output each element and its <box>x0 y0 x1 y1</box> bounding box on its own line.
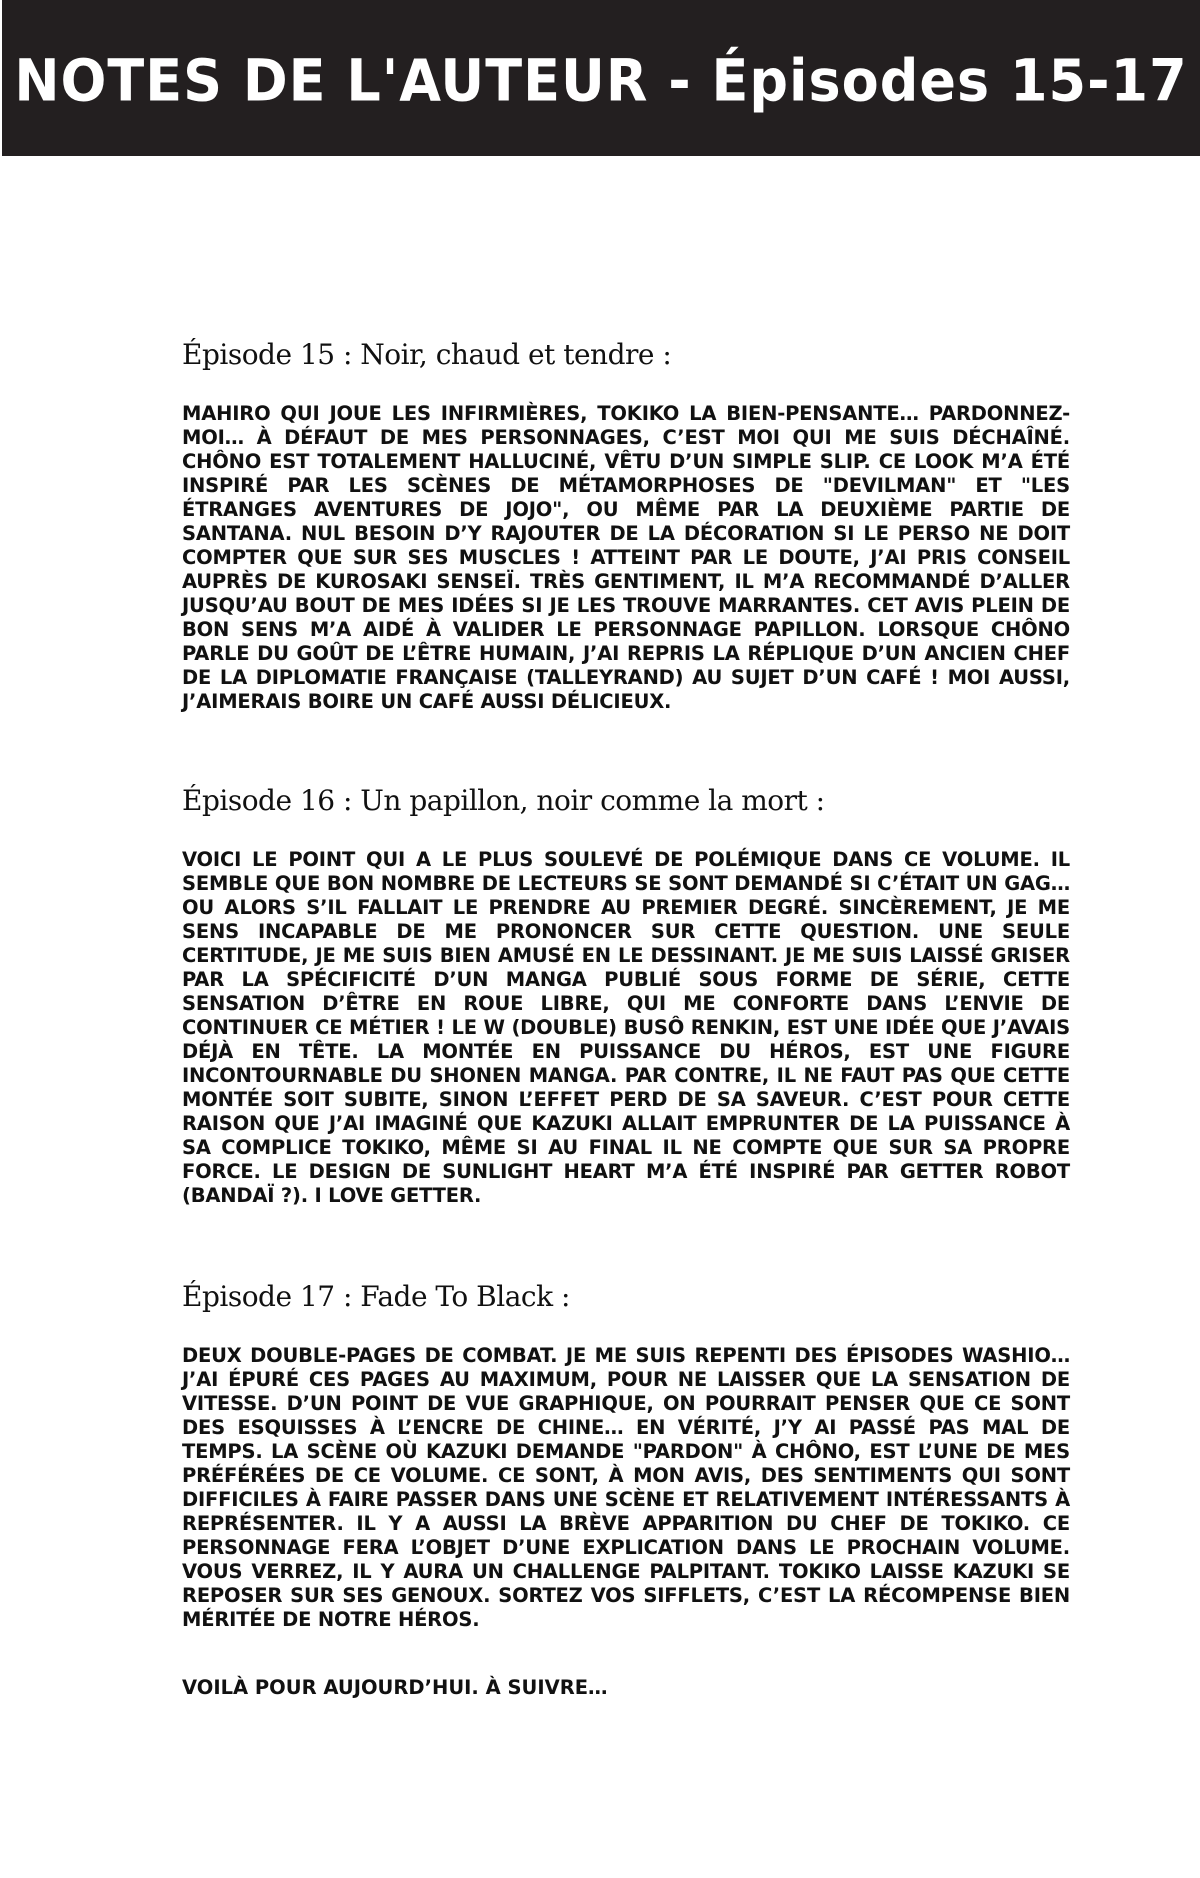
page-title: NOTES DE L'AUTEUR - Épisodes 15-17 <box>14 45 1188 115</box>
episode-17-text: DEUX DOUBLE-PAGES DE COMBAT. JE ME SUIS REPENTI DES ÉPISODES WASHIO… J’AI ÉPURÉ CES PAGES AU MAXIMUM, POUR NE LAISSER QUE LA SENSATION DE VITESSE. D’UN POINT DE VUE GRAPHIQUE, ON POURRAIT PENSER QUE CE SONT DES ESQUISSES À L’ENCRE DE CHINE… EN VÉRITÉ, J’Y AI PASSÉ PAS MAL DE TEMPS. LA SCÈNE OÙ KAZUKI DEMANDE "PARDON" À CHÔNO, EST L’UNE DE MES PRÉFÉRÉES DE CE VOLUME. CE SONT, À MON AVIS, DES SENTIMENTS QUI SONT DIFFICILES À FAIRE PASSER DANS UNE SCÈNE ET RELATIVEMENT INTÉRESSANTS À REPRÉSENTER. IL Y A AUSSI LA BRÈVE APPARITION DU CHEF DE TOKIKO. CE PERSONNAGE FERA L’OBJET D’UNE EXPLICATION DANS LE PROCHAIN VOLUME. VOUS VERREZ, IL Y AURA UN CHALLENGE PALPITANT. TOKIKO LAISSE KAZUKI SE REPOSER SUR SES GENOUX. SORTEZ VOS SIFFLETS, C’EST LA RÉCOMPENSE BIEN MÉRITÉE DE NOTRE HÉROS. <box>182 1344 1070 1631</box>
episode-15-title: Épisode 15 : Noir, chaud et tendre : <box>182 338 672 371</box>
notes-content <box>182 336 1070 1700</box>
episode-17-section <box>182 1278 1070 1632</box>
header-banner <box>2 0 1200 156</box>
episode-17-title: Épisode 17 : Fade To Black : <box>182 1280 570 1313</box>
episode-15-text: MAHIRO QUI JOUE LES INFIRMIÈRES, TOKIKO LA BIEN-PENSANTE… PARDONNEZ-MOI… À DÉFAUT DE MES PERSONNAGES, C’EST MOI QUI ME SUIS DÉCHAÎNÉ. CHÔNO EST TOTALEMENT HALLUCINÉ, VÊTU D’UN SIMPLE SLIP. CE LOOK M’A ÉTÉ INSPIRÉ PAR LES SCÈNES DE MÉTAMORPHOSES DE "DEVILMAN" ET "LES ÉTRANGES AVENTURES DE JOJO", OU MÊME PAR LA DEUXIÈME PARTIE DE SANTANA. NUL BESOIN D’Y RAJOUTER DE LA DÉCORATION SI LE PERSO NE DOIT COMPTER QUE SUR SES MUSCLES ! ATTEINT PAR LE DOUTE, J’AI PRIS CONSEIL AUPRÈS DE KUROSAKI SENSEÏ. TRÈS GENTIMENT, IL M’A RECOMMANDÉ D’ALLER JUSQU’AU BOUT DE MES IDÉES SI JE LES TROUVE MARRANTES. CET AVIS PLEIN DE BON SENS M’A AIDÉ À VALIDER LE PERSONNAGE PAPILLON. LORSQUE CHÔNO PARLE DU GOÛT DE L’ÊTRE HUMAIN, J’AI REPRIS LA RÉPLIQUE D’UN ANCIEN CHEF DE LA DIPLOMATIE FRANÇAISE (TALLEYRAND) AU SUJET D’UN CAFÉ ! MOI AUSSI, J’AIMERAIS BOIRE UN CAFÉ AUSSI DÉLICIEUX. <box>182 402 1070 713</box>
closing-line: VOILÀ POUR AUJOURD’HUI. À SUIVRE… <box>182 1676 608 1699</box>
episode-16-title: Épisode 16 : Un papillon, noir comme la mort : <box>182 784 825 817</box>
episode-15-section <box>182 336 1070 714</box>
episode-16-text: VOICI LE POINT QUI A LE PLUS SOULEVÉ DE POLÉMIQUE DANS CE VOLUME. IL SEMBLE QUE BON NOMBRE DE LECTEURS SE SONT DEMANDÉ SI C’ÉTAIT UN GAG… OU ALORS S’IL FALLAIT LE PRENDRE AU PREMIER DEGRÉ. SINCÈREMENT, JE ME SENS INCAPABLE DE ME PRONONCER SUR CETTE QUESTION. UNE SEULE CERTITUDE, JE ME SUIS BIEN AMUSÉ EN LE DESSINANT. JE ME SUIS LAISSÉ GRISER PAR LA SPÉCIFICITÉ D’UN MANGA PUBLIÉ SOUS FORME DE SÉRIE, CETTE SENSATION D’ÊTRE EN ROUE LIBRE, QUI ME CONFORTE DANS L’ENVIE DE CONTINUER CE MÉTIER ! LE W (DOUBLE) BUSÔ RENKIN, EST UNE IDÉE QUE J’AVAIS DÉJÀ EN TÊTE. LA MONTÉE EN PUISSANCE DU HÉROS, EST UNE FIGURE INCONTOURNABLE DU SHONEN MANGA. PAR CONTRE, IL NE FAUT PAS QUE CETTE MONTÉE SOIT SUBITE, SINON L’EFFET PERD DE SA SAVEUR. C’EST POUR CETTE RAISON QUE J’AI IMAGINÉ QUE KAZUKI ALLAIT EMPRUNTER DE LA PUISSANCE À SA COMPLICE TOKIKO, MÊME SI AU FINAL IL NE COMPTE QUE SUR SA PROPRE FORCE. LE DESIGN DE SUNLIGHT HEART M’A ÉTÉ INSPIRÉ PAR GETTER ROBOT (BANDAÏ ?). I LOVE GETTER. <box>182 848 1070 1207</box>
episode-16-section <box>182 782 1070 1208</box>
